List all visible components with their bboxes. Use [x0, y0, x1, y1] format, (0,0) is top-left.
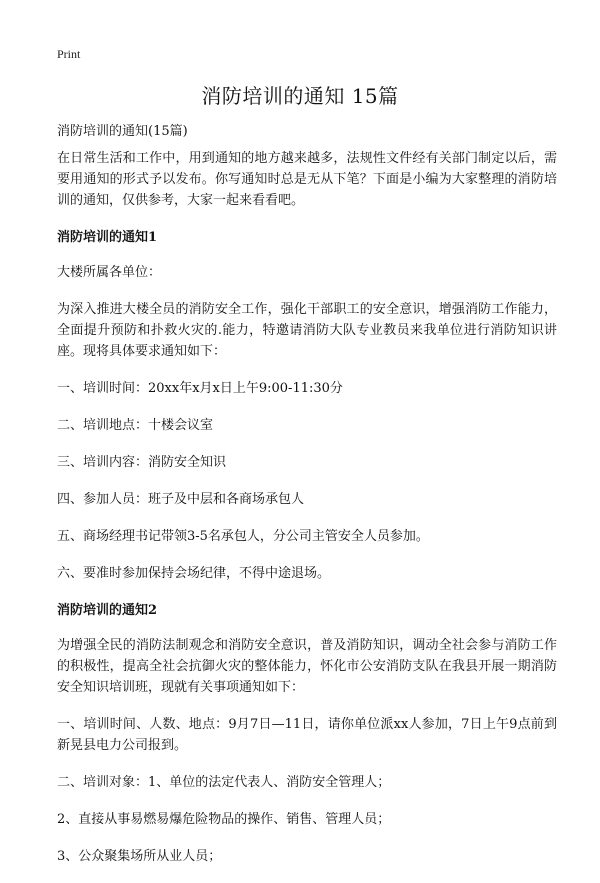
paragraph: 二、培训对象：1、单位的法定代表人、消防安全管理人；	[57, 775, 391, 790]
section-heading-2: 消防培训的通知2	[57, 603, 158, 618]
section-heading-1: 消防培训的通知1	[57, 230, 158, 245]
paragraph: 3、公众聚集场所从业人员；	[57, 849, 222, 864]
document-subtitle: 消防培训的通知(15篇)	[57, 124, 188, 139]
paragraph: 大楼所属各单位：	[57, 265, 162, 280]
page-title: 消防培训的通知 15篇	[201, 84, 399, 108]
paragraph: 为深入推进大楼全员的消防安全工作，强化干部职工的安全意识，增强消防工作能力，全面提升预防和扑救火灾的.能力，特邀请消防大队专业教员来我单位进行消防知识讲座。现将具体要求通知如下：	[57, 302, 557, 359]
print-link[interactable]: Print	[57, 47, 81, 61]
paragraph: 为增强全民的消防法制观念和消防安全意识，普及消防知识，调动全社会参与消防工作的积极性，提高全社会抗御火灾的整体能力，怀化市公安消防支队在我县开展一期消防安全知识培训班，现就有关事项通知如下：	[57, 638, 557, 695]
paragraph: 一、培训时间：20xx年x月x日上午9:00-11:30分	[57, 381, 343, 396]
paragraph: 三、培训内容：消防安全知识	[57, 455, 227, 470]
intro-paragraph: 在日常生活和工作中，用到通知的地方越来越多，法规性文件经有关部门制定以后，需要用通知的形式予以发布。你写通知时总是无从下笔？下面是小编为大家整理的消防培训的通知，仅供参考，大家一起来看看吧。	[57, 151, 557, 208]
paragraph: 二、培训地点：十楼会议室	[57, 418, 214, 433]
document-body	[57, 121, 557, 883]
paragraph: 2、直接从事易燃易爆危险物品的操作、销售、管理人员；	[57, 812, 391, 827]
paragraph: 一、培训时间、人数、地点：9月7日—11日，请你单位派xx人参加，7日上午9点前到新晃县电力公司报到。	[57, 717, 557, 753]
paragraph: 四、参加人员：班子及中层和各商场承包人	[57, 492, 305, 507]
paragraph: 五、商场经理书记带领3-5名承包人，分公司主管安全人员参加。	[57, 529, 429, 544]
paragraph: 六、要准时参加保持会场纪律，不得中途退场。	[57, 566, 331, 581]
